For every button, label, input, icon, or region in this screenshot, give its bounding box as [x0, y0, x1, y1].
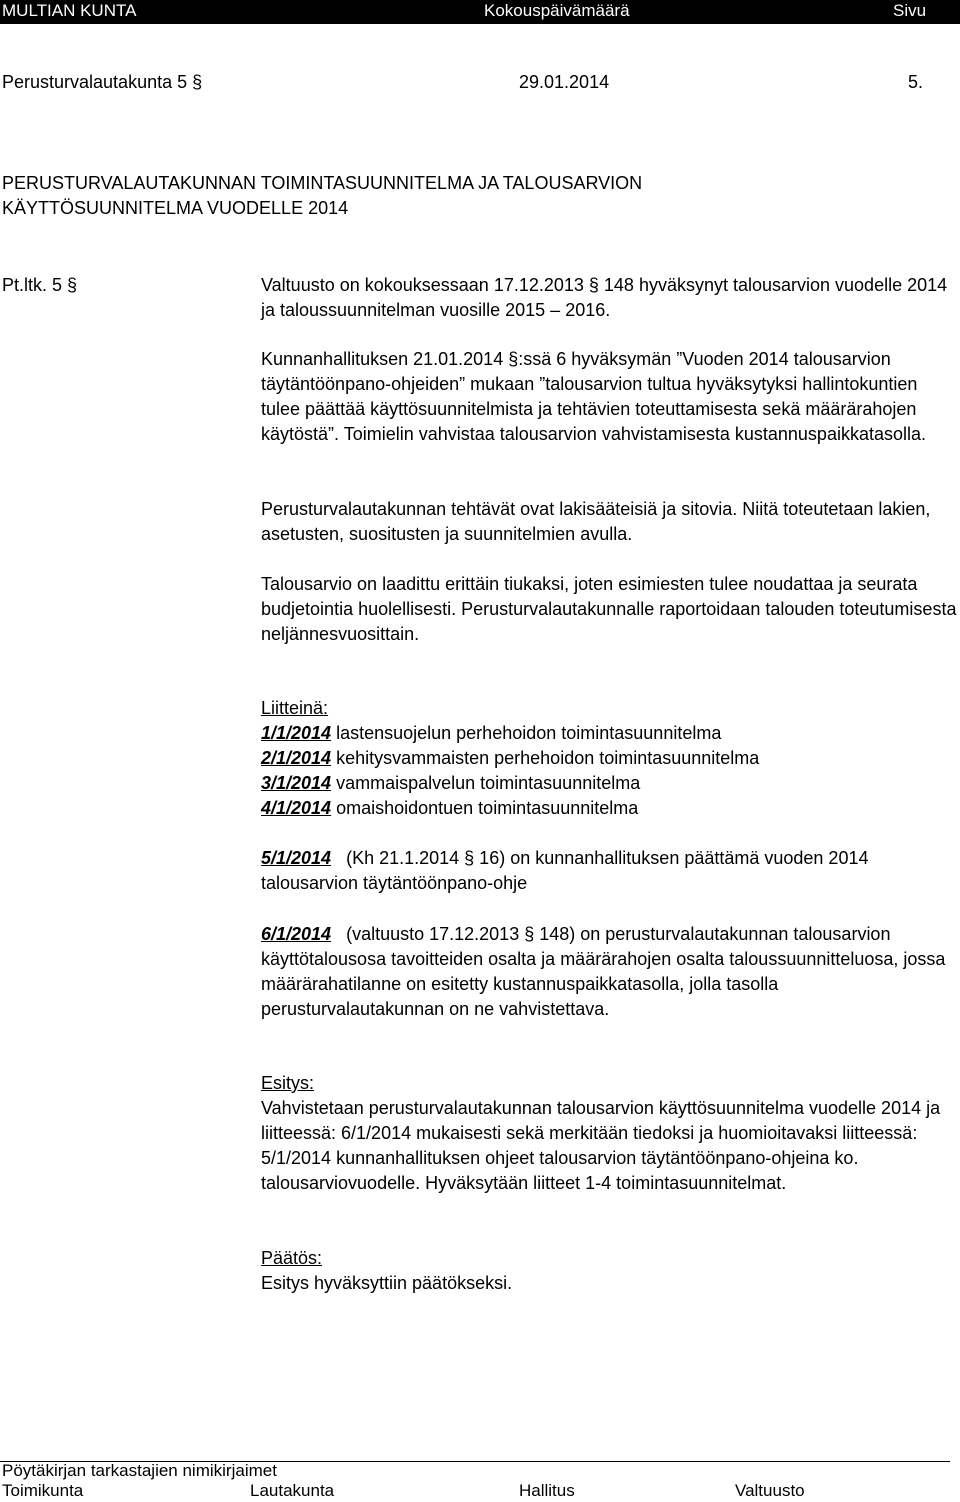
attachment-code: 1/1/2014	[261, 723, 332, 743]
title-line-2: KÄYTTÖSUUNNITELMA VUODELLE 2014	[2, 198, 349, 218]
attachment-code: 4/1/2014	[261, 798, 332, 818]
document-header-bar	[0, 0, 960, 24]
meeting-date: 29.01.2014	[519, 72, 610, 92]
footer-col-government: Hallitus	[519, 1481, 575, 1500]
meeting-organ: Perusturvalautakunta 5 §	[2, 72, 203, 92]
attachment-item	[261, 771, 960, 796]
attachment-code: 6/1/2014	[261, 924, 332, 944]
paragraph-text: Talousarvio on laadittu erittäin tiukaksi, joten esimiesten tulee noudattaa ja seurata budjetointia huolellisesti. Perusturvalautakunnalle raportoidaan talouden toteutumisesta neljännesvuosittain.	[261, 574, 957, 644]
decision-text: Esitys hyväksyttiin päätökseksi.	[261, 1273, 513, 1293]
signatures-label: Pöytäkirjan tarkastajien nimikirjaimet	[2, 1461, 277, 1480]
page-label: Sivu	[893, 1, 927, 20]
attachment-item	[261, 796, 960, 821]
attachment-code: 3/1/2014	[261, 773, 332, 793]
attachments-heading: Liitteinä:	[261, 698, 329, 718]
municipality-name: MULTIAN KUNTA	[2, 1, 137, 20]
document-title	[2, 171, 642, 221]
section-reference: Pt.ltk. 5 §	[2, 275, 78, 295]
paragraph-text: Kunnanhallituksen 21.01.2014 §:ssä 6 hyväksymän ”Vuoden 2014 talousarvion täytäntöönpano-ohjeiden” mukaan ”talousarvion tultua hyväksytyksi hallintokuntien tulee päättää käyttösuunnitelmista ja tehtävien toteuttamisesta sekä määrärahojen käytöstä”. Toimielin vahvistaa talousarvion vahvistamisesta kustannuspaikkatasolla.	[261, 349, 926, 444]
attachment-code: 2/1/2014	[261, 748, 332, 768]
attachment-item	[261, 721, 960, 746]
footer-col-board: Lautakunta	[250, 1481, 335, 1500]
decision-heading: Päätös:	[261, 1248, 323, 1268]
title-line-1: PERUSTURVALAUTAKUNNAN TOIMINTASUUNNITELMA JA TALOUSARVION	[2, 173, 643, 193]
attachment-code: 5/1/2014	[261, 848, 332, 868]
paragraph-budget-note	[261, 572, 960, 647]
attachment-item	[261, 746, 960, 771]
attachment-description: (valtuusto 17.12.2013 § 148) on perusturvalautakunnan talousarvion käyttötalousosa tavoitteiden osalta ja määrärahojen osalta taloussuunnitteluosa, jossa määrärahatilanne on esitetty kustannuspaikkatasolla, jolla tasolla perusturvalautakunnan on ne vahvistettava.	[261, 924, 951, 1019]
attachment-description: vammaispalvelun toimintasuunnitelma	[331, 773, 641, 793]
document-footer	[0, 1458, 960, 1501]
attachment-description: omaishoidontuen toimintasuunnitelma	[331, 798, 639, 818]
attachment-5	[261, 846, 960, 896]
paragraph-text: Valtuusto on kokouksessaan 17.12.2013 § 148 hyväksynyt talousarvion vuodelle 2014 ja taloussuunnitelman vuosille 2015 – 2016.	[261, 275, 948, 320]
attachment-description: lastensuojelun perhehoidon toimintasuunnitelma	[331, 723, 722, 743]
decision-section	[261, 1246, 960, 1296]
attachment-6	[261, 922, 960, 1022]
attachment-description: kehitysvammaisten perhehoidon toimintasuunnitelma	[331, 748, 760, 768]
attachment-description: (Kh 21.1.2014 § 16) on kunnanhallituksen päättämä vuoden 2014 talousarvion täytäntöönpano-ohje	[261, 848, 874, 893]
attachments-section	[261, 696, 960, 821]
footer-col-council: Valtuusto	[735, 1481, 805, 1500]
page-number: 5.	[908, 72, 924, 92]
paragraph-board-guidelines	[261, 347, 960, 447]
meeting-date-label: Kokouspäivämäärä	[484, 1, 630, 20]
proposal-text: Vahvistetaan perusturvalautakunnan talousarvion käyttösuunnitelma vuodelle 2014 ja liitteessä: 6/1/2014 mukaisesti sekä merkitään tiedoksi ja huomioitavaksi liitteessä: 5/1/2014 kunnanhallituksen ohjeet talousarvion täytäntöönpano-ohjeina ko. talousarviovuodelle. Hyväksytään liitteet 1-4 toimintasuunnitelmat.	[261, 1098, 941, 1193]
proposal-heading: Esitys:	[261, 1073, 315, 1093]
paragraph-council-decision	[261, 273, 960, 323]
paragraph-statutory-tasks	[261, 497, 960, 547]
proposal-section	[261, 1071, 960, 1196]
footer-col-committee: Toimikunta	[2, 1481, 84, 1500]
paragraph-text: Perusturvalautakunnan tehtävät ovat lakisääteisiä ja sitovia. Niitä toteutetaan lakien, asetusten, suositusten ja suunnitelmien avulla.	[261, 499, 931, 544]
